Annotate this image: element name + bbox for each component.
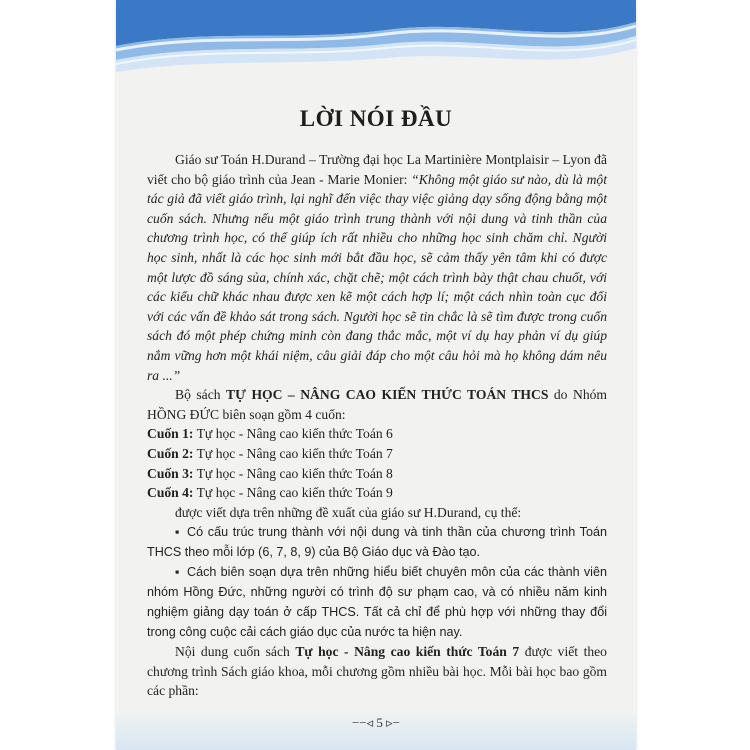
content-paragraph [147,642,607,701]
series-pre: Bộ sách [175,387,227,403]
book-item-3 [147,464,607,484]
book-item-2 [147,444,607,464]
page-number: −−◃ 5 ▹− [351,715,401,730]
book-label: Cuốn 3: [147,465,194,481]
book-title: Tự học - Nâng cao kiến thức Toán 8 [196,465,393,481]
content-post: được viết theo chương trình Sách giáo khoa, mỗi chương gồm nhiều bài học. Mỗi bài học bao gồm các phần: [147,644,607,699]
intro-quote: “Không một giáo sư nào, dù là một tác giả đã viết giáo trình, lại nghĩ đến việc thay việc giảng dạy sống động bằng một cuốn sách. Nhưng nếu một giáo trình trung thành với nội dung và tinh thần của chương trình học, có thể giúp ích rất nhiều cho những học sinh chăm chỉ. Người học sinh, nhất là các học sinh mới bắt đầu học, sẽ cảm thấy yên tâm khi có được một lược đồ sáng sủa, chính xác, chặt chẽ; một cách trình bày thật chau chuốt, với các kiểu chữ khác nhau được xen kẽ một cách hợp lí; một cách nhìn toàn cục đối với các vấn đề khảo sát trong sách. Người học sẽ tin chắc là sẽ tìm được trong cuốn sách đó một phép chứng minh còn đang thắc mắc, một ví dụ hay phản ví dụ giúp nắm vững hơn một khái niệm, câu giải đáp cho một câu hỏi mà họ không dám nêu ra ...” [147,171,607,383]
wave-header-decoration [116,0,636,80]
book-item-1 [147,424,607,444]
based-on-paragraph: được viết dựa trên những đề xuất của giáo sư H.Durand, cụ thể: [175,504,522,520]
document-page [116,0,636,750]
page-content [147,150,607,701]
book-label: Cuốn 1: [147,426,194,442]
book-label: Cuốn 4: [147,485,194,501]
book-item-4 [147,483,607,503]
bullet-square-icon: ▪ [175,565,180,580]
intro-lead: Giáo sư Toán H.Durand – Trường đại học La Martinière Montplaisir – Lyon đã viết cho bộ giáo trình của Jean - Marie Monier: [147,152,607,187]
book-title: Tự học - Nâng cao kiến thức Toán 7 [196,445,393,461]
book-title: Tự học - Nâng cao kiến thức Toán 6 [196,426,393,442]
bullet-text: Có cấu trúc trung thành với nội dung và tinh thần của chương trình Toán THCS theo mỗi lớp (6, 7, 8, 9) của Bộ Giáo dục và Đào tạo. [147,525,607,560]
series-post: do Nhóm HỒNG ĐỨC biên soạn gồm 4 cuốn: [147,387,607,422]
book-name-bold: Tự học - Nâng cao kiến thức Toán 7 [295,644,520,660]
series-paragraph [147,385,607,424]
bullet-item-2 [147,562,607,642]
content-pre: Nội dung cuốn sách [175,644,296,660]
book-title: Tự học - Nâng cao kiến thức Toán 9 [196,485,393,501]
intro-paragraph [147,150,607,385]
bullet-text: Cách biên soạn dựa trên những hiểu biết chuyên môn của các thành viên nhóm Hồng Đức, những người có trình độ sư phạm cao, và có nhiều năm kinh nghiệm giảng dạy toán ở cấp THCS. Tất cả chỉ để phù hợp với những thay đổi trong công cuộc cải cách giáo dục của nước ta hiện nay. [147,565,607,640]
bullet-item-1 [147,522,607,562]
series-name: TỰ HỌC – NÂNG CAO KIẾN THỨC TOÁN THCS [226,387,549,403]
bullet-square-icon: ▪ [175,525,180,540]
book-label: Cuốn 2: [147,445,194,461]
page-title: LỜI NÓI ĐẦU [299,106,453,131]
